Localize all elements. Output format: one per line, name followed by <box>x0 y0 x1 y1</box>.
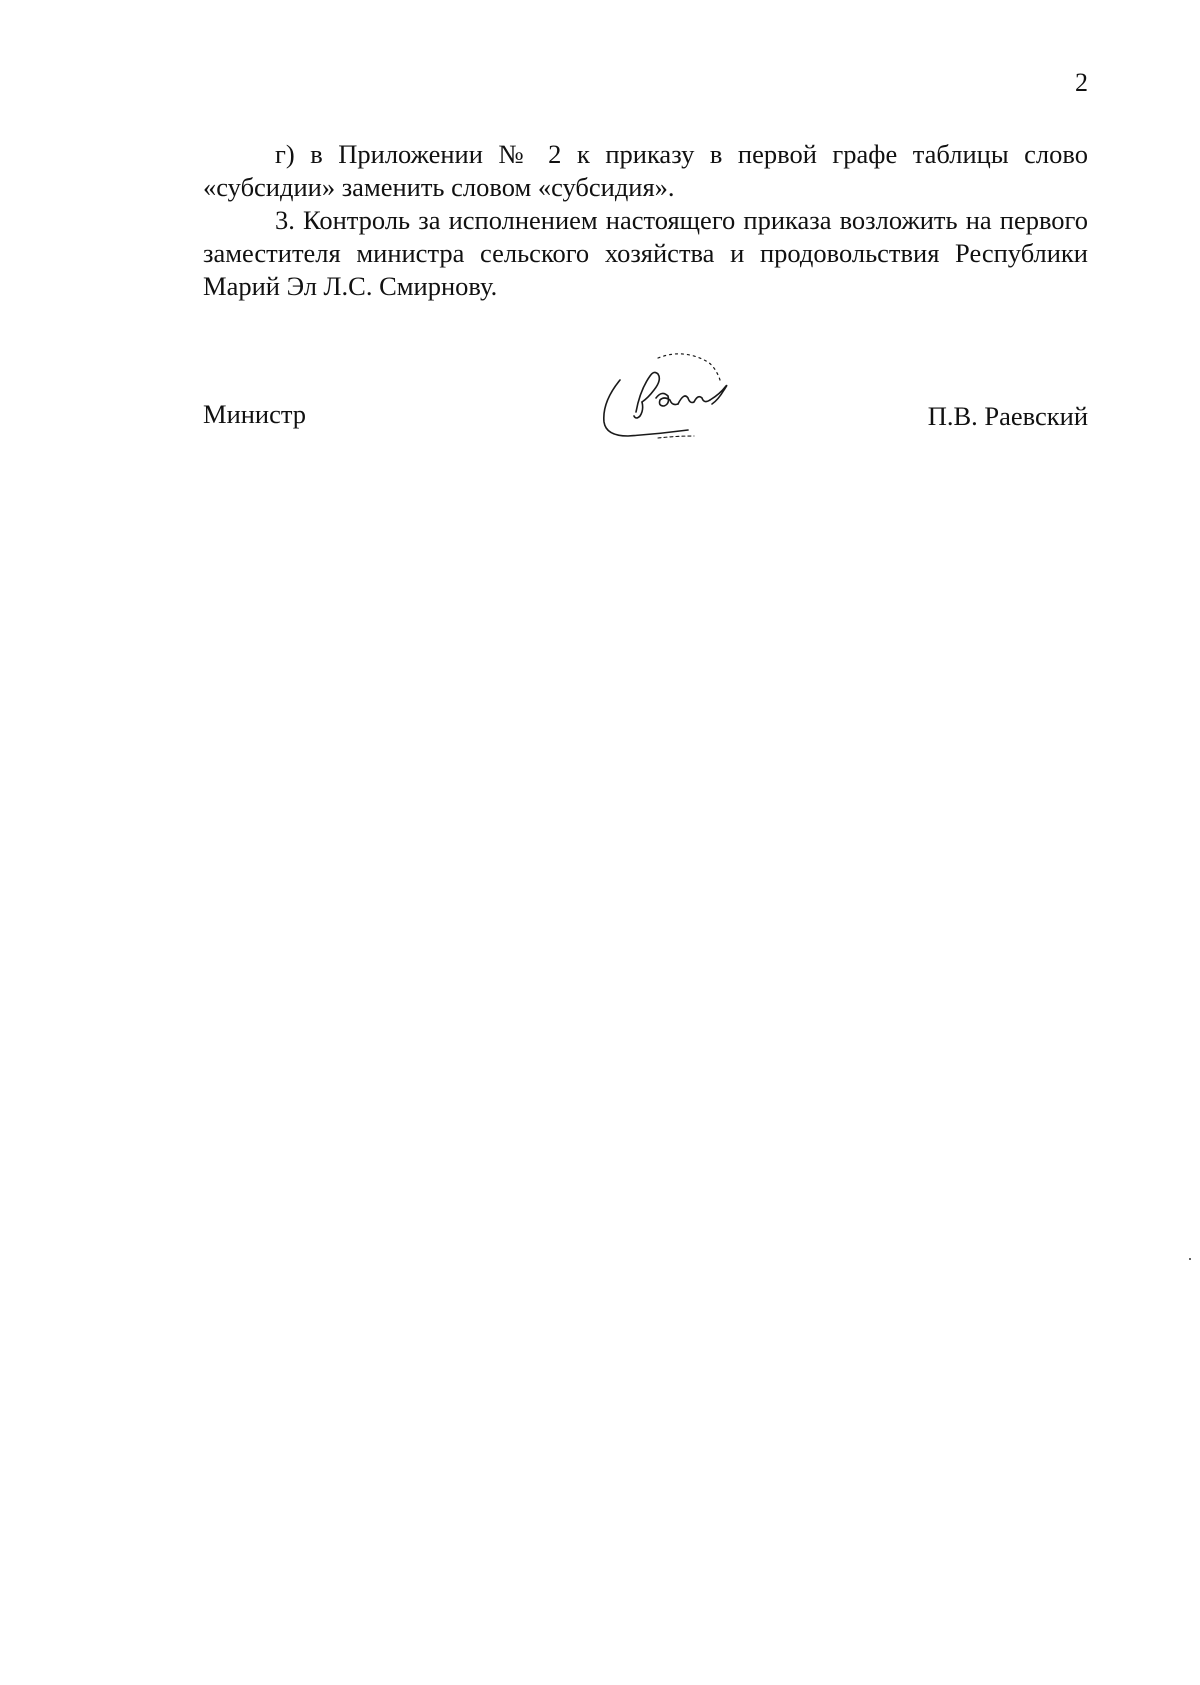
signatory-title: Министр <box>203 399 307 429</box>
handwritten-signature-icon <box>598 350 748 450</box>
paragraph-amendment-g: г) в Приложении № 2 к приказу в первой графе таблицы слово «субсидии» заменить словом «субсидия». <box>203 139 1088 202</box>
paragraph-control-clause: 3. Контроль за исполнением настоящего приказа возложить на первого заместителя министра сельского хозяйства и продовольствия Республики Марий Эл Л.С. Смирнову. <box>203 205 1088 301</box>
signatory-name: П.В. Раевский <box>927 401 1088 431</box>
scan-speck <box>1189 1258 1191 1260</box>
page-number: 2 <box>1075 68 1088 97</box>
document-body <box>203 138 1088 303</box>
signature-block <box>203 350 1088 460</box>
